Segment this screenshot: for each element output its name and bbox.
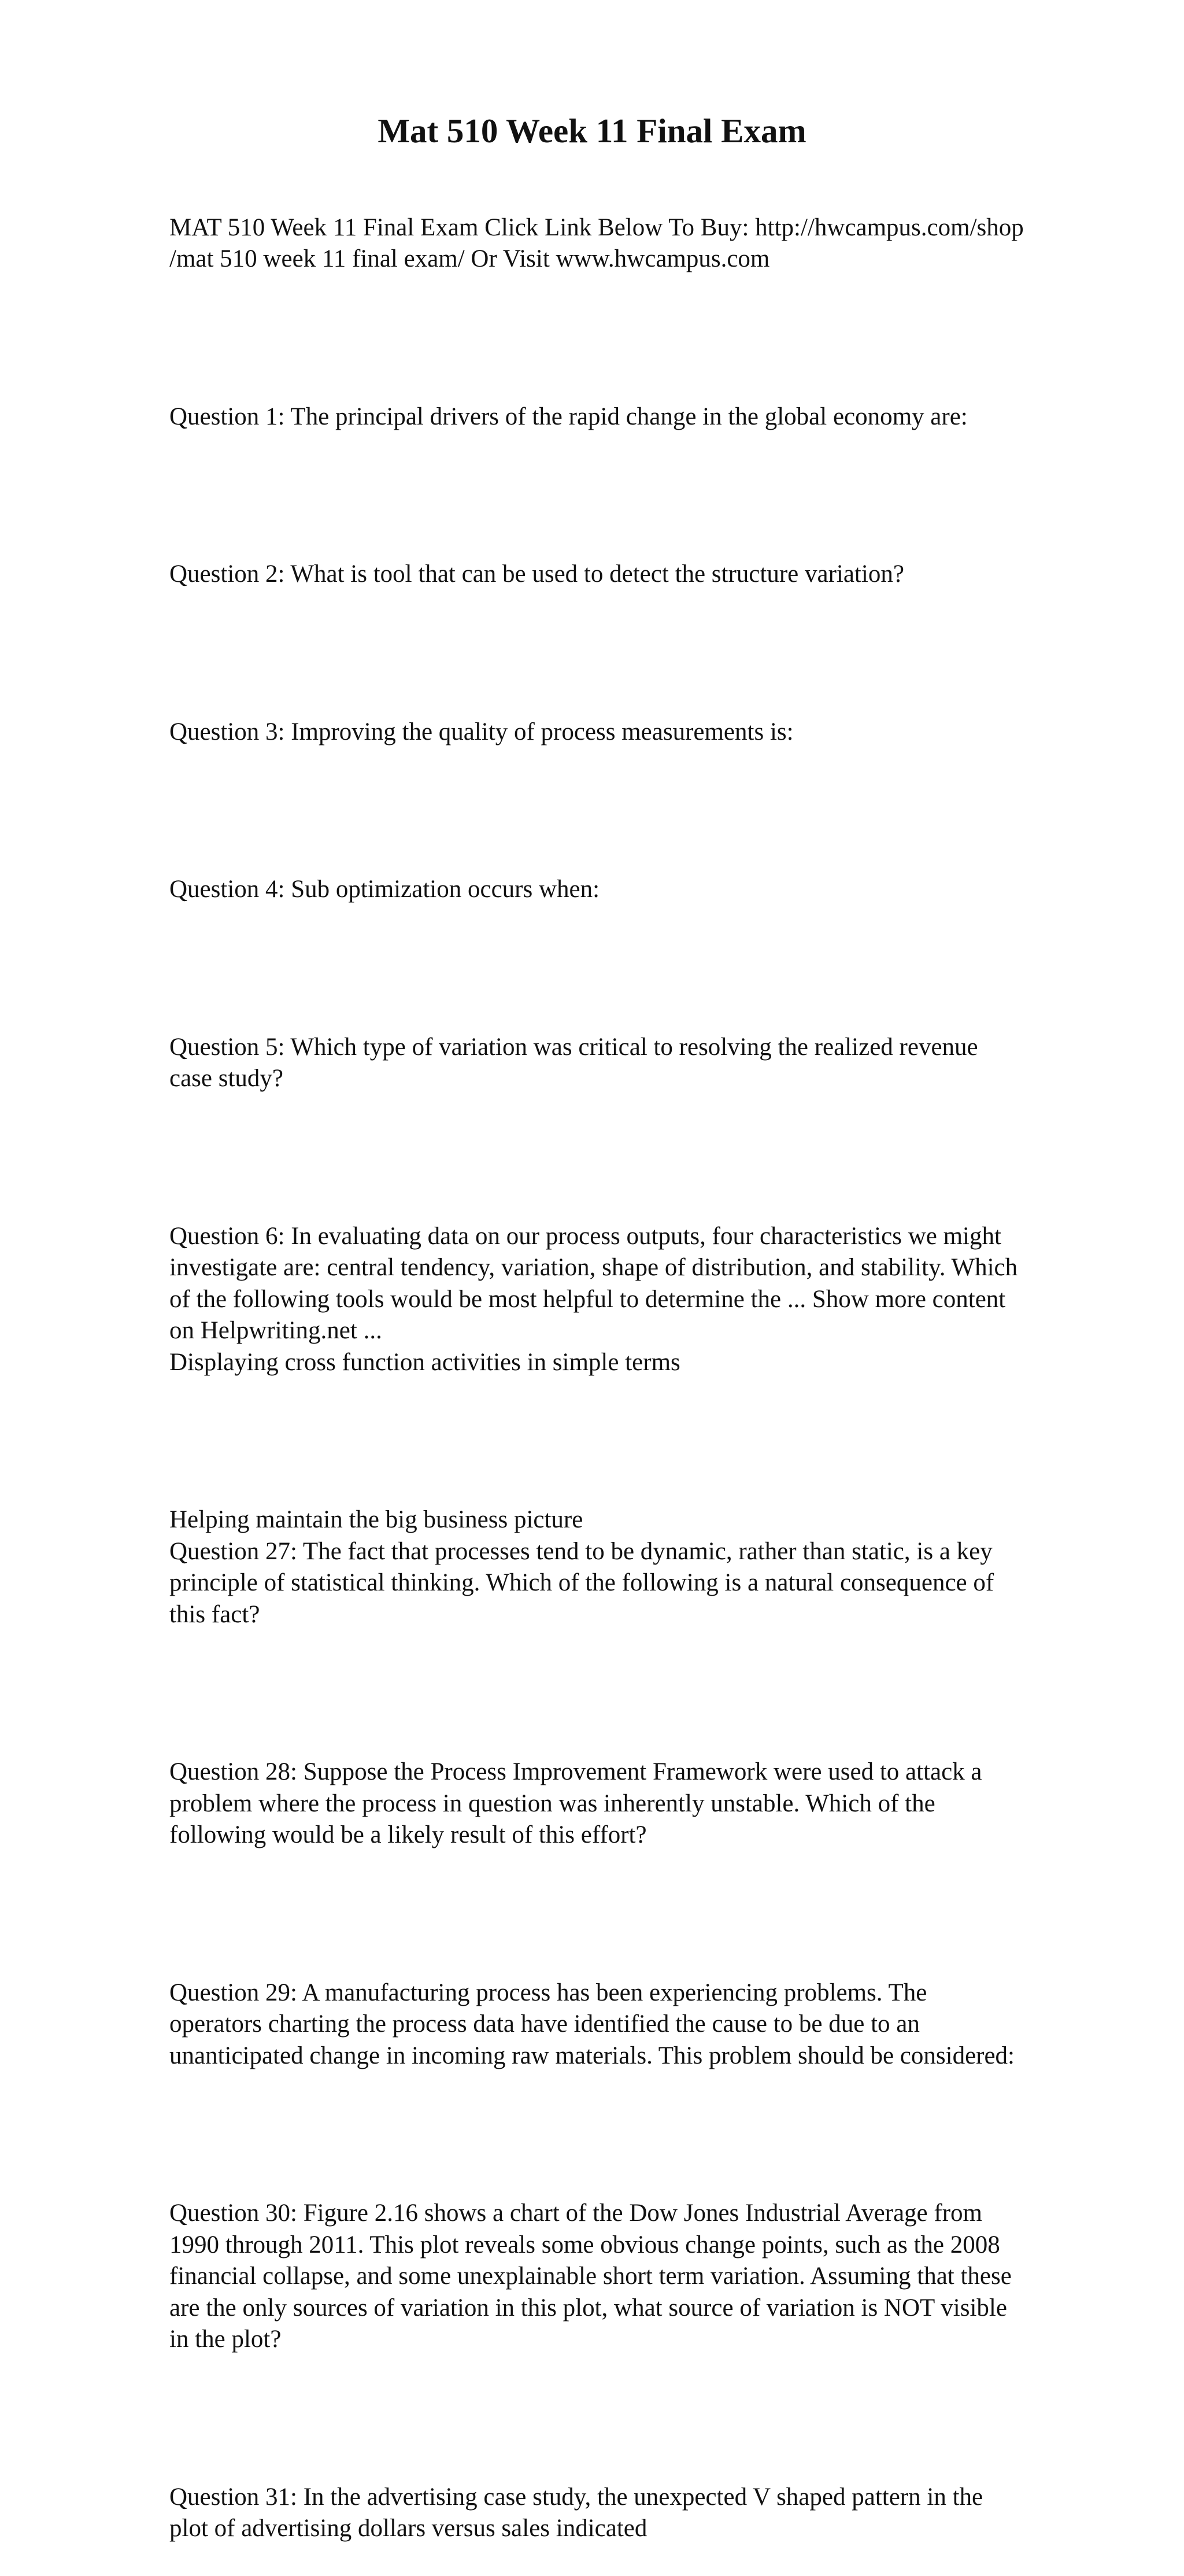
question-6: Question 6: In evaluating data on our process outputs, four characteristics we might investigate are: central tendency, variation, shape of distribution, and stability. Which of the following tools would be most helpful to determine the ... Show more content on Helpwriting.net ... Displaying cross function activities in simple terms <box>169 1222 1018 1376</box>
question-5: Question 5: Which type of variation was critical to resolving the realized revenue case study? <box>169 1033 978 1092</box>
question-1: Question 1: The principal drivers of the rapid change in the global economy are: <box>169 403 968 430</box>
paragraph-gap <box>169 780 1118 811</box>
paragraph-gap <box>169 1662 1118 1694</box>
question-4: Question 4: Sub optimization occurs when: <box>169 876 600 903</box>
paragraph-gap <box>169 1410 1118 1442</box>
question-31: Question 31: In the advertising case study, the unexpected V shaped pattern in the plot of advertising dollars versus sales indicated <box>169 2483 983 2542</box>
paragraph-gap <box>169 1126 1118 1158</box>
paragraph-gap <box>169 2387 1118 2419</box>
question-27: Helping maintain the big business picture Question 27: The fact that processes tend to be dynamic, rather than static, is a key principle of statistical thinking. Which of the following is a natural consequence of this fact? <box>169 1506 994 1628</box>
paragraph-gap <box>169 622 1118 654</box>
paragraph-gap <box>169 1883 1118 1914</box>
document-body <box>169 180 1118 2576</box>
question-2: Question 2: What is tool that can be used to detect the structure variation? <box>169 560 904 588</box>
question-28: Question 28: Suppose the Process Improvement Framework were used to attack a problem where the process in question was inherently unstable. Which of the following would be a likely result of this effort? <box>169 1758 982 1848</box>
question-30: Question 30: Figure 2.16 shows a chart of the Dow Jones Industrial Average from 1990 through 2011. This plot reveals some obvious change points, such as the 2008 financial collapse, and some unexplainable short term variation. Assuming that these are the only sources of variation in this plot, what source of variation is NOT visible in the plot? <box>169 2199 1012 2353</box>
question-29: Question 29: A manufacturing process has been experiencing problems. The operators charting the process data have identified the cause to be due to an unanticipated change in incoming raw materials. This problem should be considered: <box>169 1979 1015 2069</box>
page-title: Mat 510 Week 11 Final Exam <box>378 112 806 150</box>
question-3: Question 3: Improving the quality of process measurements is: <box>169 718 794 746</box>
intro-paragraph: MAT 510 Week 11 Final Exam Click Link Below To Buy: http://hwcampus.com/shop /mat 510 week 11 final exam/ Or Visit www.hwcampus.com <box>169 213 1024 272</box>
paragraph-gap <box>169 937 1118 969</box>
paragraph-gap <box>169 464 1118 496</box>
paragraph-gap <box>169 2103 1118 2135</box>
paragraph-gap <box>169 307 1118 338</box>
